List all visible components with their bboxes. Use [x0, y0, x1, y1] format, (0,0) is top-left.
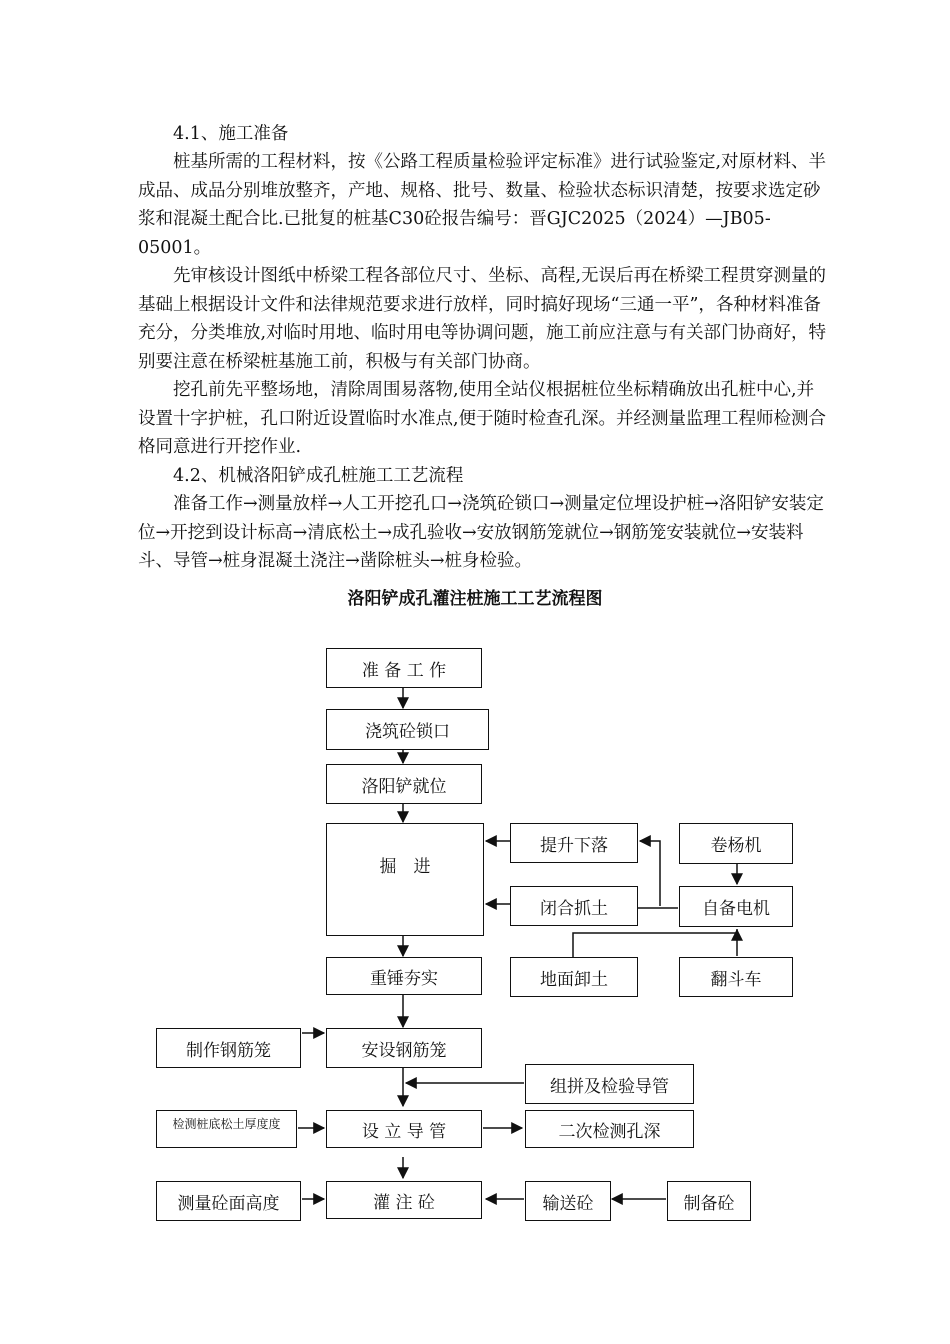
box-ground-unload: 地面卸土	[510, 957, 638, 997]
section-4-1-paragraph-survey: 先审核设计图纸中桥梁工程各部位尺寸、坐标、高程,无误后再在桥梁工程贯穿测量的基础上根据设计文件和法律规范要求进行放样，同时搞好现场“三通一平”，各种材料准备充分，分类堆放,对临时用地、临时用电等协调问题，施工前应注意与有关部门协商好，特别要注意在桥梁桩基施工前，积极与有关部门协商。	[138, 266, 827, 372]
box-measure-surface: 测量砼面高度	[156, 1181, 301, 1221]
section-4-1-heading: 4.1、施工准备	[173, 124, 289, 144]
box-close-grab: 闭合抓土	[510, 886, 638, 926]
box-winch: 卷杨机	[679, 823, 793, 864]
box-shovel-position: 洛阳铲就位	[326, 764, 482, 804]
box-prepare-concrete: 制备砼	[667, 1181, 751, 1221]
box-set-pipe: 设 立 导 管	[326, 1110, 482, 1148]
box-excavate-label: 掘 进	[379, 857, 431, 877]
box-install-cage: 安设钢筋笼	[326, 1028, 482, 1068]
box-prepare-work: 准 备 工 作	[326, 648, 482, 688]
box-second-depth: 二次检测孔深	[525, 1110, 694, 1148]
box-lift-drop: 提升下落	[510, 823, 638, 863]
box-excavate	[326, 823, 484, 936]
box-make-cage: 制作钢筋笼	[156, 1028, 301, 1068]
box-dump-truck: 翻斗车	[679, 957, 793, 997]
flowchart-title: 洛阳铲成孔灌注桩施工工艺流程图	[347, 589, 603, 609]
section-4-1-paragraph-materials: 桩基所需的工程材料，按《公路工程质量检验评定标准》进行试验鉴定,对原材料、半成品、成品分别堆放整齐，产地、规格、批号、数量、检验状态标识清楚，按要求选定砂浆和混凝土配合比.已批复的桩基C30砼报告编号：晋GJC2025（2024）—JB05-05001。	[138, 152, 827, 258]
section-4-2-paragraph-process: 准备工作→测量放样→人工开挖孔口→浇筑砼锁口→测量定位埋设护桩→洛阳铲安装定位→开挖到设计标高→清底松土→成孔验收→安放钢筋笼就位→钢筋笼安装就位→安装料斗、导管→桩身混凝土浇注→凿除桩头→桩身检验。	[138, 494, 824, 571]
box-generator: 自备电机	[679, 886, 793, 927]
box-convey-concrete: 输送砼	[525, 1181, 611, 1221]
box-detect-soil: 检测桩底松土厚度度	[156, 1110, 297, 1148]
box-ram-compact: 重锤夯实	[326, 957, 482, 995]
box-pour-lock: 浇筑砼锁口	[326, 709, 489, 750]
box-assemble-pipe: 组拼及检验导管	[525, 1064, 694, 1104]
box-pour-concrete: 灌 注 砼	[326, 1181, 482, 1219]
section-4-1-paragraph-site: 挖孔前先平整场地，清除周围易落物,使用全站仪根据桩位坐标精确放出孔桩中心,并设置十字护桩，孔口附近设置临时水准点,便于随时检查孔深。并经测量监理工程师检测合格同意进行开挖作业.	[138, 380, 827, 457]
section-4-2-heading: 4.2、机械洛阳铲成孔桩施工工艺流程	[173, 466, 464, 486]
